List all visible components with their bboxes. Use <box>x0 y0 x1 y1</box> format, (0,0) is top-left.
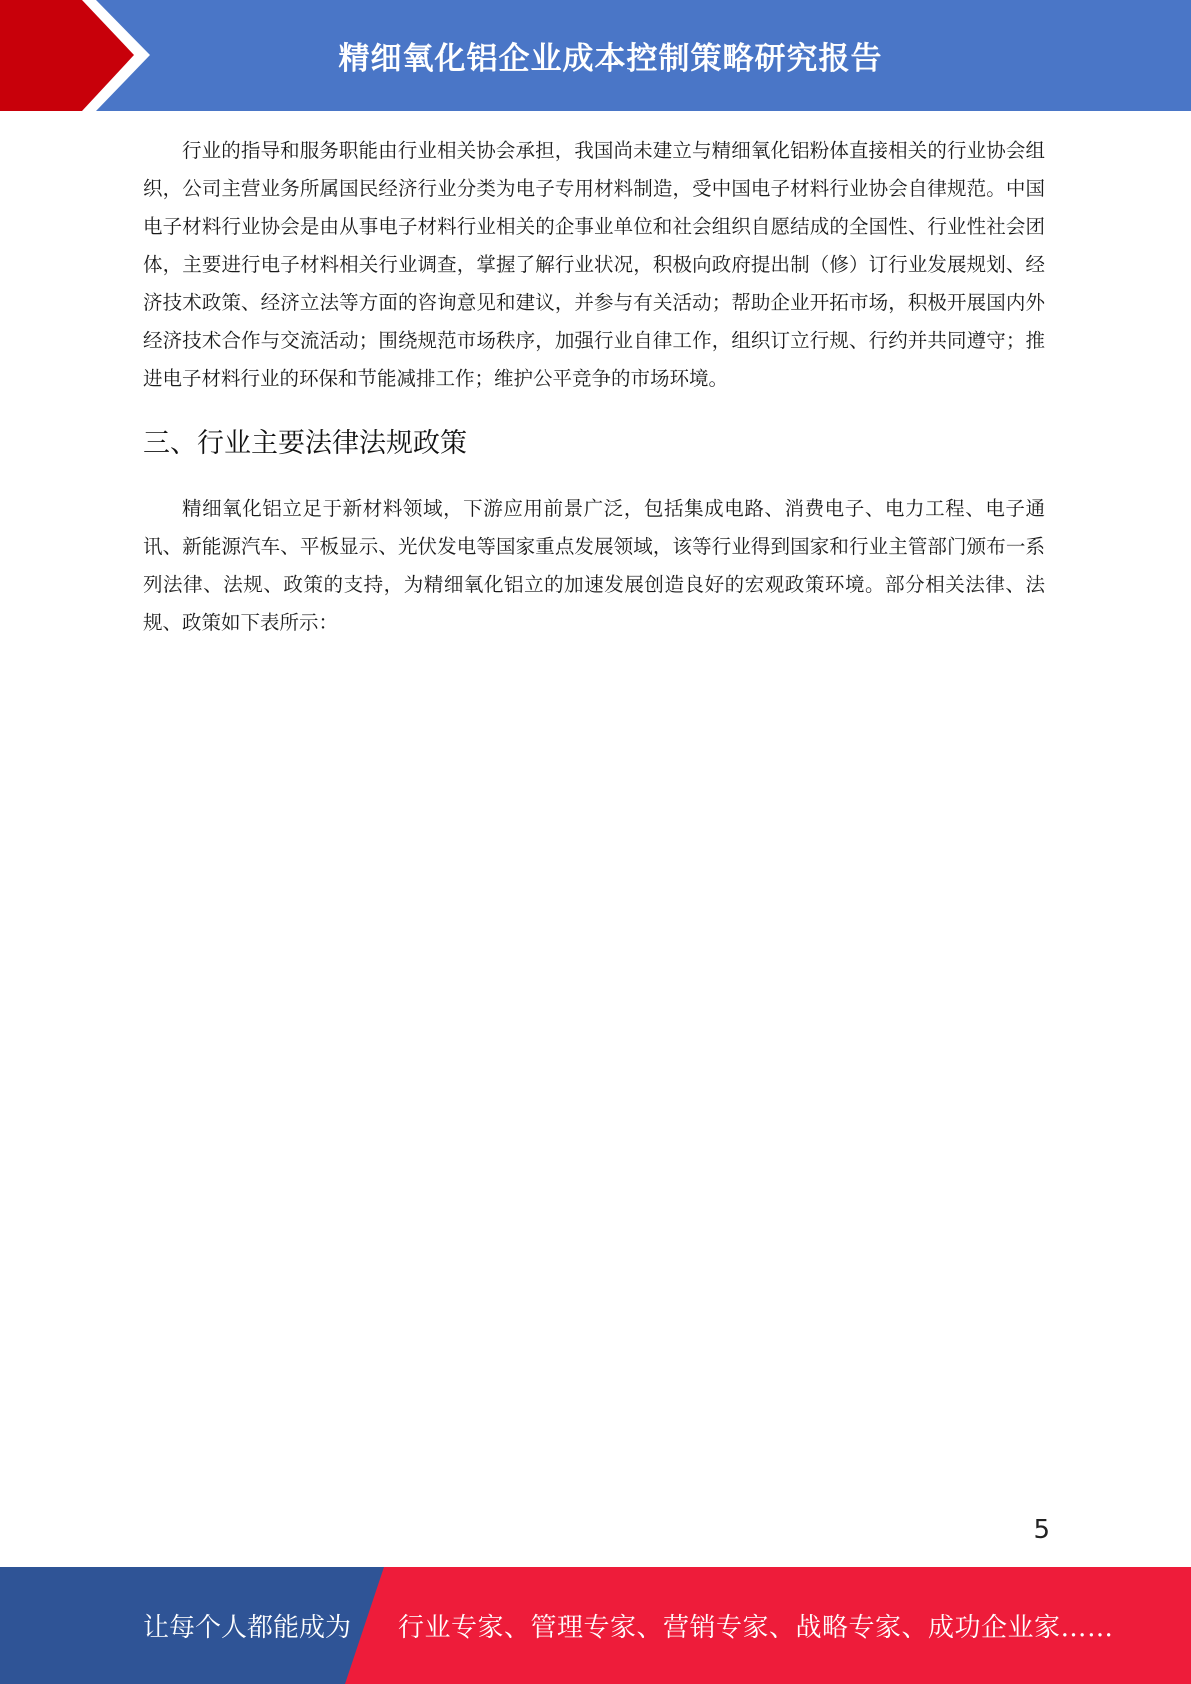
section-heading: 三、行业主要法律法规政策 <box>143 428 467 459</box>
footer-slogan-left: 让每个人都能成为 <box>143 1613 352 1643</box>
header-banner <box>0 0 1191 111</box>
footer-banner <box>0 1567 1191 1684</box>
report-title: 精细氧化铝企业成本控制策略研究报告 <box>338 41 883 77</box>
paragraph-industry-association: 行业的指导和服务职能由行业相关协会承担，我国尚未建立与精细氧化铝粉体直接相关的行业协会组织，公司主营业务所属国民经济行业分类为电子专用材料制造，受中国电子材料行业协会自律规范。中国电子材料行业协会是由从事电子材料行业相关的企事业单位和社会组织自愿结成的全国性、行业性社会团体，主要进行电子材料相关行业调查，掌握了解行业状况，积极向政府提出制（修）订行业发展规划、经济技术政策、经济立法等方面的咨询意见和建议，并参与有关活动；帮助企业开拓市场，积极开展国内外经济技术合作与交流活动；围绕规范市场秩序，加强行业自律工作，组织订立行规、行约并共同遵守；推进电子材料行业的环保和节能减排工作；维护公平竞争的市场环境。 <box>143 139 1045 390</box>
main-content <box>143 132 1045 642</box>
paragraph-policy-intro: 精细氧化铝立足于新材料领域，下游应用前景广泛，包括集成电路、消费电子、电力工程、电子通讯、新能源汽车、平板显示、光伏发电等国家重点发展领域，该等行业得到国家和行业主管部门颁布一系列法律、法规、政策的支持，为精细氧化铝立的加速发展创造良好的宏观政策环境。部分相关法律、法规、政策如下表所示： <box>143 497 1045 634</box>
page-number: 5 <box>1033 1515 1050 1545</box>
footer-slogan-right: 行业专家、管理专家、营销专家、战略专家、成功企业家…… <box>398 1613 1114 1643</box>
